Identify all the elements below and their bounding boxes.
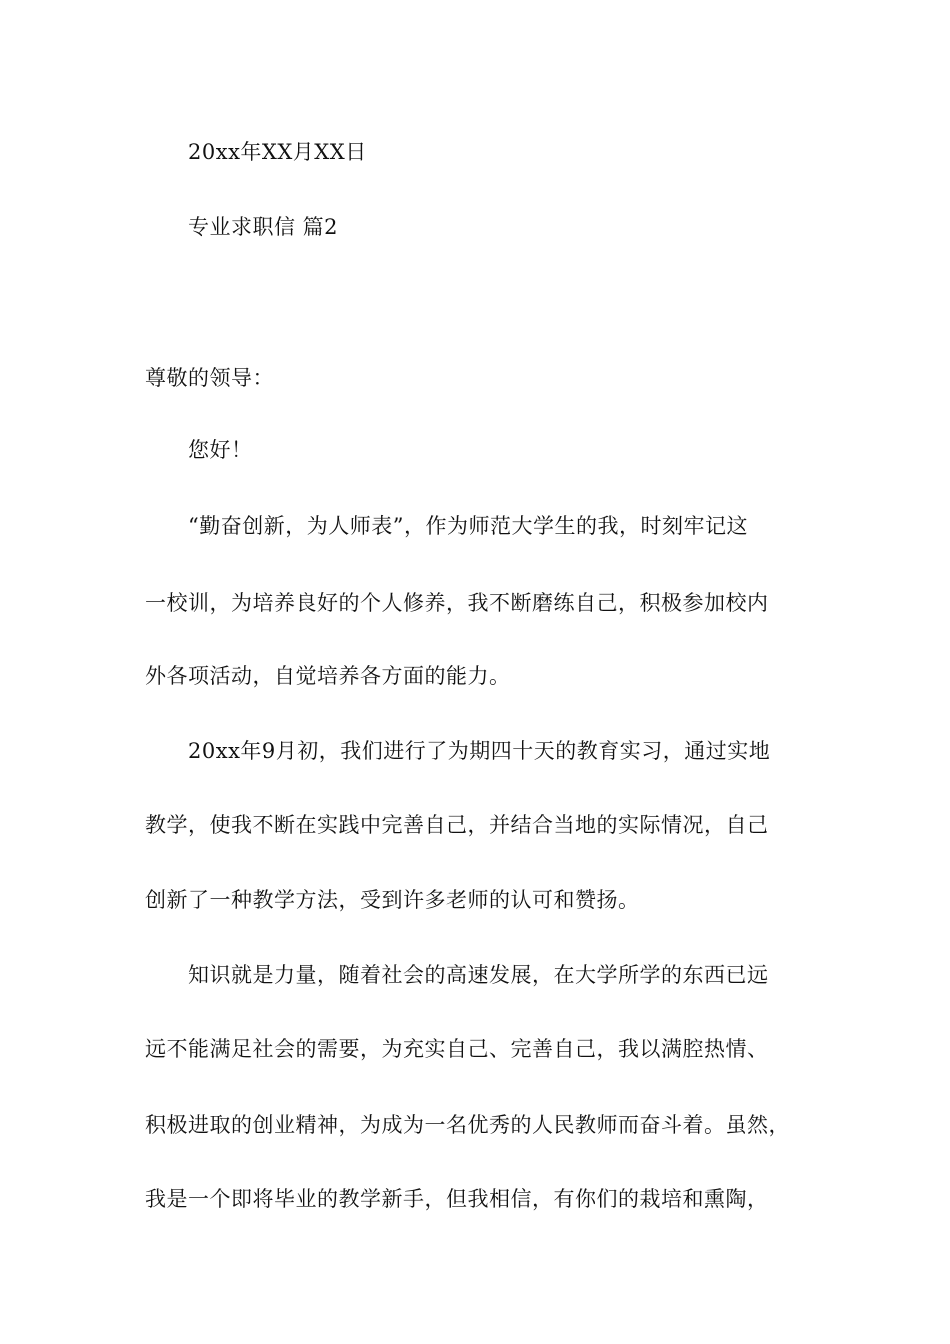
paragraph-line: 外各项活动，自觉培养各方面的能力。	[145, 664, 511, 688]
paragraph-line: 积极进取的创业精神，为成为一名优秀的人民教师而奋斗着。虽然，	[145, 1113, 790, 1137]
paragraph-line: “勤奋创新，为人师表”，作为师范大学生的我，时刻牢记这	[188, 514, 748, 538]
date-line: 20xx年XX月XX日	[188, 140, 367, 164]
paragraph-line: 知识就是力量，随着社会的高速发展，在大学所学的东西已远	[188, 963, 769, 987]
greeting: 您好！	[188, 438, 253, 462]
paragraph-line: 20xx年9月初，我们进行了为期四十天的教育实习，通过实地	[188, 739, 771, 763]
paragraph-line: 远不能满足社会的需要，为充实自己、完善自己，我以满腔热情、	[145, 1037, 769, 1061]
paragraph-line: 创新了一种教学方法，受到许多老师的认可和赞扬。	[145, 888, 640, 912]
salutation: 尊敬的领导：	[145, 366, 274, 390]
paragraph-line: 我是一个即将毕业的教学新手，但我相信，有你们的栽培和熏陶，	[145, 1187, 769, 1211]
paragraph-line: 一校训，为培养良好的个人修养，我不断磨练自己，积极参加校内	[145, 591, 769, 615]
paragraph-line: 教学，使我不断在实践中完善自己，并结合当地的实际情况，自己	[145, 813, 769, 837]
section-heading: 专业求职信 篇2	[188, 215, 339, 239]
